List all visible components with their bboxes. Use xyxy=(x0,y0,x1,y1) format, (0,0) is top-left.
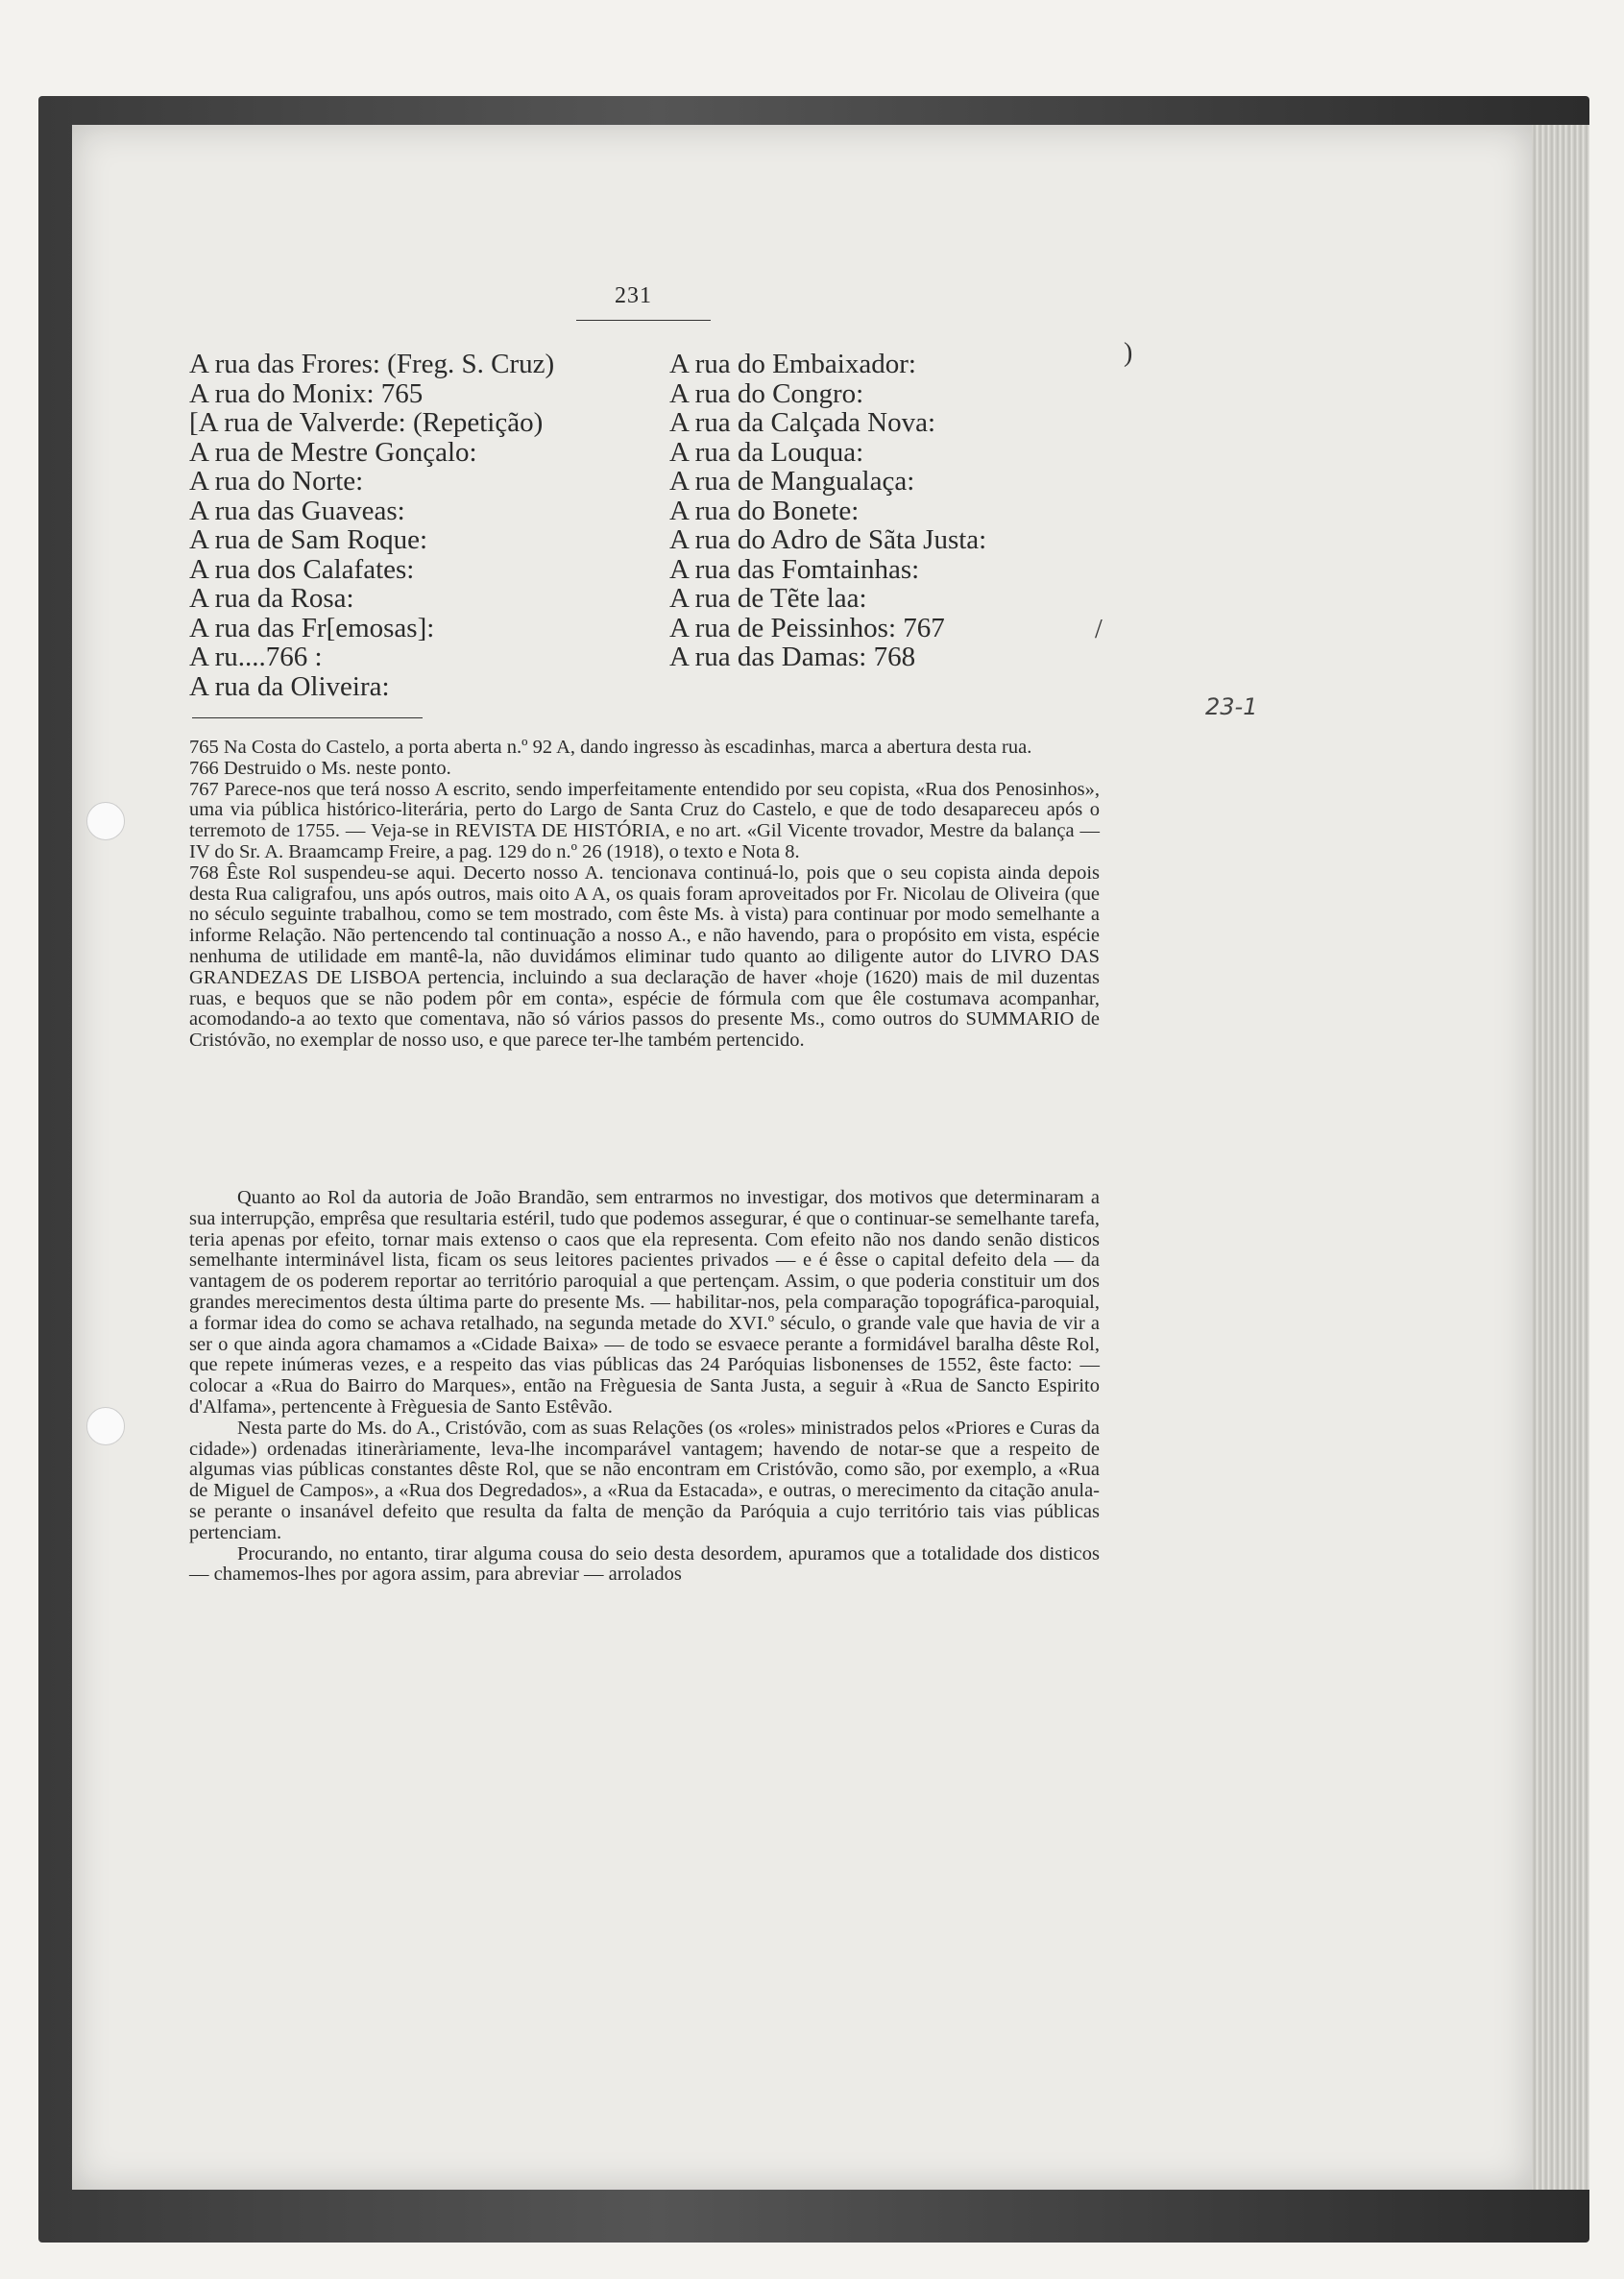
pencil-mark: ) xyxy=(1124,338,1133,368)
street-entry: A ru....766 : xyxy=(189,642,323,672)
street-entry: A rua do Embaixador: xyxy=(669,349,916,379)
street-entry: A rua da Rosa: xyxy=(189,583,354,614)
footnotes xyxy=(189,738,1100,1052)
footnote: 765 Na Costa do Castelo, a porta aberta n.º 92 A, dando ingresso às escadinhas, marca a abertura desta rua. xyxy=(189,737,1032,758)
binder-hole-top xyxy=(86,802,125,840)
street-entry: A rua da Oliveira: xyxy=(189,670,390,702)
body-text xyxy=(189,1188,1100,1586)
paragraph: Nesta parte do Ms. do A., Cristóvão, com as suas Relações (os «roles» ministrados pelos «Priores e Curas da cidade») ordenadas itineràriamente, leva-lhe incomparável vantagem; havendo de notar-se que a respeito de algumas vias públicas constantes dêste Rol, que se não encontram em Cristóvão, como são, por exemplo, a «Rua de Miguel de Campos», a «Rua dos Degredados», a «Rua da Estacada», e outras, o merecimento da citação anula-se perante o insanável defeito que resulta da falta de menção da Paróquia a cujo território tais vias públicas pertenciam. xyxy=(189,1417,1100,1543)
page-number: 231 xyxy=(615,283,652,308)
header-rule xyxy=(576,320,711,321)
street-entry: A rua de Peissinhos: 767 xyxy=(669,612,945,643)
street-entry: A rua do Monix: 765 xyxy=(189,377,424,409)
footnote-rule xyxy=(192,717,423,718)
street-entry: A rua do Congro: xyxy=(669,377,864,409)
street-entry: A rua do Norte: xyxy=(189,466,364,497)
street-entry: A rua das Fr[emosas]: xyxy=(189,612,435,643)
street-list-left xyxy=(189,350,660,701)
street-entry: A rua de Mestre Gonçalo: xyxy=(189,436,477,468)
street-list-right xyxy=(669,350,1082,672)
footnote: 766 Destruido o Ms. neste ponto. xyxy=(189,757,451,779)
street-entry: A rua das Frores: (Freg. S. Cruz) xyxy=(189,349,555,379)
street-entry: A rua das Fomtainhas: xyxy=(669,553,920,585)
street-entry: A rua do Adro de Sãta Justa: xyxy=(669,524,987,555)
street-entry: A rua dos Calafates: xyxy=(189,553,415,585)
street-entry: [A rua de Valverde: (Repetição) xyxy=(189,407,544,438)
pencil-mark: / xyxy=(1095,615,1103,644)
street-entry: A rua de Sam Roque: xyxy=(189,524,428,555)
street-entry: A rua das Guaveas: xyxy=(189,495,405,526)
street-entry: A rua de Mangualaça: xyxy=(669,466,915,497)
paragraph: Quanto ao Rol da autoria de João Brandão, sem entrarmos no investigar, dos motivos que determinaram a sua interrupção, emprêsa que resultaria estéril, tudo que podemos assegurar, é que o continuar-se semelhante tarefa, teria apenas por efeito, tornar mais extenso o caos que ela representa. Com efeito não nos dando senão disticos semelhante interminável lista, ficam os seus leitores pacientes privados — e é êsse o capital defeito dela — da vantagem de os poderem reportar ao território paroquial a que pertençam. Assim, o que poderia constituir um dos grandes merecimentos desta última parte do presente Ms. — habilitar-nos, pela comparação topográfica-paroquial, a formar idea do como se achava retalhado, na segunda metade do XVI.º século, o grande vale que havia de vir a ser o que ainda agora chamamos a «Cidade Baixa» — de todo se esvaece perante a formidável baralha dêste Rol, que repete inúmeras vezes, e a respeito das vias públicas das 24 Paróquias lisbonenses de 1552, êste facto: — colocar a «Rua do Bairro do Marques», então na Frèguesia de Santa Justa, a seguir à «Rua de Sancto Espirito d'Alfama», pertencente à Frèguesia de Santo Estêvão. xyxy=(189,1187,1100,1418)
street-entry: A rua da Calçada Nova: xyxy=(669,407,936,438)
street-entry: A rua da Louqua: xyxy=(669,436,864,468)
street-entry: A rua de Tẽte laa: xyxy=(669,583,867,614)
binder-hole-bottom xyxy=(86,1407,125,1445)
paragraph: Procurando, no entanto, tirar alguma cousa do seio desta desordem, apuramos que a totalidade dos disticos — chamemos-lhes por agora assim, para abreviar — arrolados xyxy=(189,1542,1100,1586)
page-edges xyxy=(1532,125,1589,2190)
street-entry: A rua das Damas: 768 xyxy=(669,642,916,672)
footnote: 767 Parece-nos que terá nosso A escrito, sendo imperfeitamente entendido por seu copista, «Rua dos Penosinhos», uma via pública histórico-literária, perto do Largo de Santa Cruz do Castelo, e que de todo desapareceu após o terremoto de 1755. — Veja-se in REVISTA DE HISTÓRIA, e no art. «Gil Vicente trovador, Mestre da balança — IV do Sr. A. Braamcamp Freire, a pag. 129 do n.º 26 (1918), o texto e Nota 8. xyxy=(189,778,1100,862)
margin-note: 23-1 xyxy=(1205,693,1258,720)
street-entry: A rua do Bonete: xyxy=(669,495,860,526)
footnote: 768 Êste Rol suspendeu-se aqui. Decerto nosso A. tencionava continuá-lo, pois que o seu copista ainda depois desta Rua caligrafou, uns após outros, mais oito A A, os quais foram aproveitados por Fr. Nicolau de Oliveira (que no século seguinte trabalhou, como se tem mostrado, com êste Ms. à vista) para continuar por modo semelhante a informe Relação. Não pertencendo tal continuação a nosso A., e não havendo, para o propósito em vista, espécie nenhuma de utilidade em mantê-la, não duvidámos eliminar tudo quanto ao diligente autor do LIVRO DAS GRANDEZAS DE LISBOA pertencia, incluindo a sua declaração de haver «hoje (1620) mais de mil duzentas ruas, e bequos que se não podem pôr em conta», espécie de fórmula com que êle costumava acompanhar, acomodando-a ao texto que comentava, não só vários passos do presente Ms., como outros do SUMMARIO de Cristóvão, no exemplar de nosso uso, e que parece ter-lhe também pertencido. xyxy=(189,861,1100,1052)
